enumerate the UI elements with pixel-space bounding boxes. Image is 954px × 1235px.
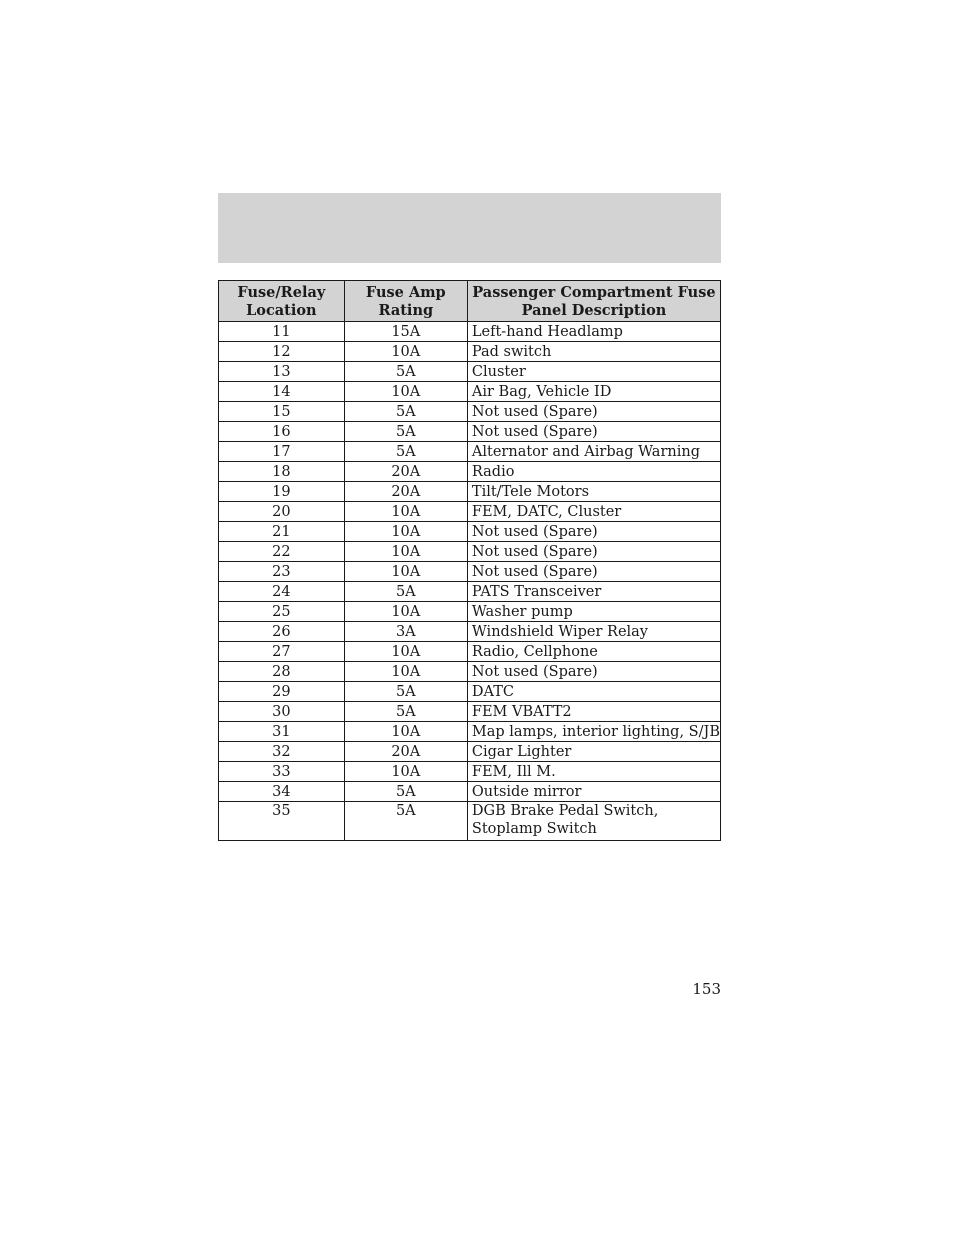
cell-amp-rating: 5A	[344, 702, 467, 722]
cell-location: 35	[219, 802, 345, 841]
cell-description: Cigar Lighter	[467, 742, 720, 762]
cell-location: 30	[219, 702, 345, 722]
cell-description: Outside mirror	[467, 782, 720, 802]
table-row	[219, 382, 721, 402]
cell-amp-rating: 10A	[344, 662, 467, 682]
cell-description: FEM, Ill M.	[467, 762, 720, 782]
cell-amp-rating: 10A	[344, 762, 467, 782]
table-row	[219, 762, 721, 782]
table-row	[219, 422, 721, 442]
cell-amp-rating: 5A	[344, 362, 467, 382]
table-row	[219, 322, 721, 342]
cell-location: 27	[219, 642, 345, 662]
cell-location: 31	[219, 722, 345, 742]
cell-location: 32	[219, 742, 345, 762]
header-location: Fuse/Relay Location	[219, 281, 345, 322]
cell-amp-rating: 10A	[344, 342, 467, 362]
cell-location: 22	[219, 542, 345, 562]
cell-description: Radio, Cellphone	[467, 642, 720, 662]
section-header-bar	[218, 193, 721, 263]
cell-description: Not used (Spare)	[467, 542, 720, 562]
cell-location: 34	[219, 782, 345, 802]
cell-description: Windshield Wiper Relay	[467, 622, 720, 642]
table-row	[219, 462, 721, 482]
fuse-table-body	[219, 322, 721, 841]
cell-location: 16	[219, 422, 345, 442]
cell-location: 14	[219, 382, 345, 402]
cell-location: 28	[219, 662, 345, 682]
table-row	[219, 482, 721, 502]
cell-location: 11	[219, 322, 345, 342]
fuse-table	[218, 280, 721, 841]
cell-amp-rating: 15A	[344, 322, 467, 342]
header-description: Passenger Compartment Fuse Panel Description	[467, 281, 720, 322]
cell-amp-rating: 10A	[344, 382, 467, 402]
cell-location: 13	[219, 362, 345, 382]
cell-description: Left-hand Headlamp	[467, 322, 720, 342]
cell-description: Not used (Spare)	[467, 422, 720, 442]
cell-amp-rating: 5A	[344, 442, 467, 462]
cell-location: 19	[219, 482, 345, 502]
cell-amp-rating: 5A	[344, 802, 467, 841]
cell-description: Not used (Spare)	[467, 662, 720, 682]
cell-amp-rating: 10A	[344, 562, 467, 582]
cell-description: Not used (Spare)	[467, 402, 720, 422]
cell-location: 18	[219, 462, 345, 482]
cell-location: 29	[219, 682, 345, 702]
table-row	[219, 402, 721, 422]
cell-amp-rating: 10A	[344, 642, 467, 662]
cell-description: PATS Transceiver	[467, 582, 720, 602]
fuse-table-header	[219, 281, 721, 322]
cell-description: DGB Brake Pedal Switch, Stoplamp Switch	[467, 802, 720, 841]
table-row	[219, 542, 721, 562]
header-row	[219, 281, 721, 322]
header-amp-rating: Fuse Amp Rating	[344, 281, 467, 322]
cell-amp-rating: 20A	[344, 742, 467, 762]
cell-description: Air Bag, Vehicle ID	[467, 382, 720, 402]
cell-location: 17	[219, 442, 345, 462]
cell-description: Pad switch	[467, 342, 720, 362]
cell-location: 33	[219, 762, 345, 782]
cell-description: Not used (Spare)	[467, 522, 720, 542]
cell-description: DATC	[467, 682, 720, 702]
table-row	[219, 342, 721, 362]
cell-amp-rating: 20A	[344, 462, 467, 482]
table-row	[219, 722, 721, 742]
table-row	[219, 702, 721, 722]
cell-location: 26	[219, 622, 345, 642]
cell-location: 25	[219, 602, 345, 622]
cell-description: Map lamps, interior lighting, S/JB	[467, 722, 720, 742]
cell-amp-rating: 5A	[344, 422, 467, 442]
cell-description: Cluster	[467, 362, 720, 382]
cell-amp-rating: 10A	[344, 502, 467, 522]
cell-amp-rating: 20A	[344, 482, 467, 502]
table-row	[219, 622, 721, 642]
table-row	[219, 522, 721, 542]
cell-location: 23	[219, 562, 345, 582]
cell-description: Alternator and Airbag Warning	[467, 442, 720, 462]
cell-amp-rating: 5A	[344, 402, 467, 422]
table-row	[219, 662, 721, 682]
table-row	[219, 782, 721, 802]
cell-amp-rating: 3A	[344, 622, 467, 642]
cell-description: Not used (Spare)	[467, 562, 720, 582]
table-row	[219, 582, 721, 602]
table-row	[219, 642, 721, 662]
table-row	[219, 682, 721, 702]
cell-amp-rating: 10A	[344, 722, 467, 742]
cell-description: Washer pump	[467, 602, 720, 622]
cell-amp-rating: 10A	[344, 602, 467, 622]
cell-description: Tilt/Tele Motors	[467, 482, 720, 502]
cell-amp-rating: 10A	[344, 542, 467, 562]
table-row	[219, 602, 721, 622]
cell-amp-rating: 5A	[344, 682, 467, 702]
table-row	[219, 802, 721, 841]
cell-description: FEM VBATT2	[467, 702, 720, 722]
cell-location: 24	[219, 582, 345, 602]
cell-description: Radio	[467, 462, 720, 482]
cell-amp-rating: 5A	[344, 582, 467, 602]
table-row	[219, 502, 721, 522]
cell-location: 12	[219, 342, 345, 362]
cell-amp-rating: 10A	[344, 522, 467, 542]
cell-location: 21	[219, 522, 345, 542]
table-row	[219, 442, 721, 462]
cell-description: FEM, DATC, Cluster	[467, 502, 720, 522]
table-row	[219, 742, 721, 762]
cell-amp-rating: 5A	[344, 782, 467, 802]
cell-location: 15	[219, 402, 345, 422]
page-number: 153	[692, 980, 721, 998]
cell-location: 20	[219, 502, 345, 522]
table-row	[219, 362, 721, 382]
table-row	[219, 562, 721, 582]
